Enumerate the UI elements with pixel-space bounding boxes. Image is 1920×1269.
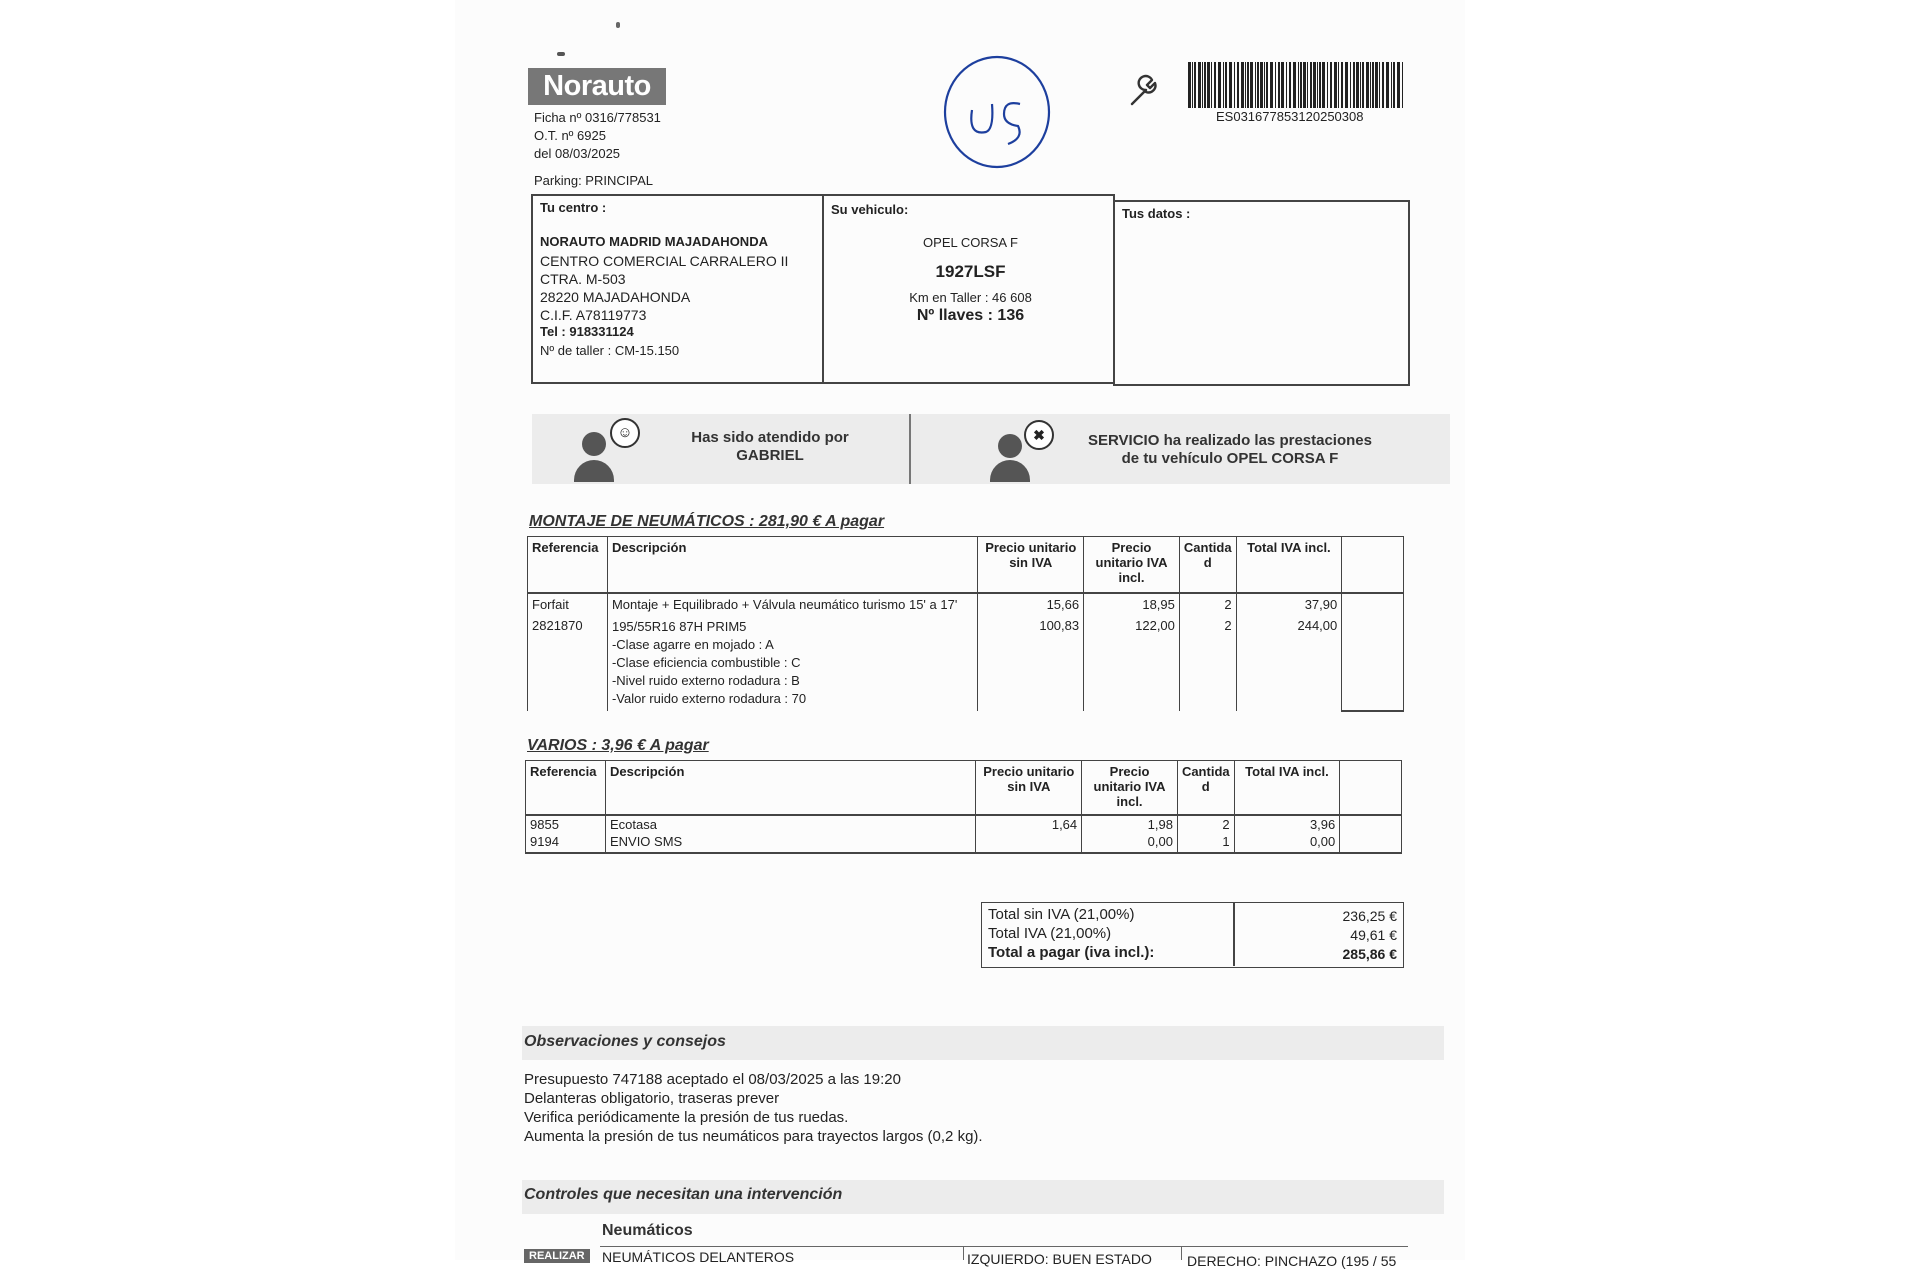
- centro-tel: Tel : 918331124: [540, 324, 634, 339]
- datos-box: [1113, 200, 1410, 386]
- cell-blank: [1340, 833, 1402, 853]
- advisor-icon: ☺: [570, 418, 650, 482]
- cell-desc-block: [607, 615, 977, 711]
- cell-con: 122,00: [1084, 615, 1180, 711]
- cell-blank: [1342, 593, 1404, 615]
- total-pagar-label: Total a pagar (iva incl.):: [988, 944, 1155, 961]
- barcode-bar: [1194, 62, 1196, 108]
- cell-ref: 9855: [526, 815, 606, 833]
- barcode-bar: [1245, 62, 1246, 108]
- barcode-bar: [1353, 62, 1355, 108]
- barcode-number: ES0316778531202503​08: [1216, 109, 1364, 124]
- cell-ref: 2821870: [528, 615, 608, 711]
- centro-taller: Nº de taller : CM-15.150: [540, 343, 680, 358]
- wrench-icon: [1126, 74, 1160, 108]
- centro-line3: 28220 MAJADAHONDA: [540, 289, 691, 305]
- barcode-bar: [1338, 62, 1339, 108]
- total-pagar: 285,86 €: [1342, 946, 1397, 962]
- barcode-bar: [1372, 62, 1374, 108]
- barcode-bar: [1327, 62, 1328, 108]
- barcode-bar: [1289, 62, 1291, 108]
- barcode-bar: [1391, 62, 1392, 108]
- cell-cant: 2: [1179, 593, 1236, 615]
- banner-divider: [909, 414, 911, 484]
- cell-con: 1,98: [1082, 815, 1178, 833]
- barcode-bar: [1298, 62, 1299, 108]
- cell-cant: 2: [1177, 815, 1234, 833]
- barcode-bar: [1229, 62, 1232, 108]
- barcode-bar: [1366, 62, 1369, 108]
- controles-col-divider-2: [1181, 1246, 1182, 1260]
- detail-line: -Clase eficiencia combustible : C: [611, 654, 801, 670]
- col-precio-sin: Precio unitario sin IVA: [976, 761, 1082, 815]
- cell-sin: 100,83: [978, 615, 1084, 711]
- col-precio-sin: Precio unitario sin IVA: [978, 537, 1084, 593]
- barcode-bar: [1198, 62, 1201, 108]
- barcode-bar: [1247, 62, 1249, 108]
- observacion-line: Aumenta la presión de tus neumáticos para trayectos largos (0,2 kg).: [524, 1128, 983, 1145]
- barcode-bar: [1397, 62, 1400, 108]
- centro-line1: CENTRO COMERCIAL CARRALERO II: [540, 253, 789, 269]
- detail-line: -Valor ruido externo rodadura : 70: [611, 690, 807, 706]
- barcode-bar: [1225, 62, 1227, 108]
- barcode-bar: [1370, 62, 1371, 108]
- controles-col-divider: [963, 1246, 964, 1260]
- cell-ref: 9194: [526, 833, 606, 853]
- barcode-bar: [1207, 62, 1210, 108]
- vehiculo-plate: 1927LSF: [935, 262, 1006, 281]
- barcode-bar: [1322, 62, 1325, 108]
- barcode-bar: [1303, 62, 1306, 108]
- barcode-bar: [1330, 62, 1332, 108]
- cell-cant: 2: [1179, 615, 1236, 711]
- controles-item: NEUMÁTICOS DELANTEROS: [602, 1249, 795, 1265]
- cell-con: 0,00: [1082, 833, 1178, 853]
- atendido-name: GABRIEL: [736, 447, 804, 464]
- centro-line2: CTRA. M-503: [540, 271, 626, 287]
- col-precio-con: Precio unitario IVA incl.: [1084, 537, 1180, 593]
- barcode-bar: [1362, 62, 1364, 108]
- mechanic-icon: ✖: [986, 418, 1066, 482]
- cell-total: 244,00: [1236, 615, 1342, 711]
- vehiculo-km: Km en Taller : 46 608: [909, 290, 1032, 305]
- scribble-mark: [557, 52, 565, 56]
- datos-title: Tus datos :: [1122, 206, 1191, 221]
- barcode-bar: [1319, 62, 1321, 108]
- vehiculo-box: [822, 194, 1115, 384]
- barcode-bar: [1188, 62, 1191, 108]
- observacion-line: Presupuesto 747188 aceptado el 08/03/2025 a las 19:20: [524, 1071, 901, 1088]
- ficha-number: Ficha nº 0316/778531: [534, 110, 661, 125]
- barcode-bar: [1237, 62, 1239, 108]
- barcode-bar: [1293, 62, 1296, 108]
- col-referencia: Referencia: [526, 761, 606, 815]
- barcode-bar: [1313, 62, 1316, 108]
- montaje-title: MONTAJE DE NEUMÁTICOS : 281,90 € A pagar: [529, 513, 885, 530]
- barcode-bar: [1192, 62, 1193, 108]
- barcode-bar: [1286, 62, 1287, 108]
- table-row: [528, 593, 1404, 615]
- barcode-bar: [1375, 62, 1378, 108]
- barcode-bar: [1255, 62, 1256, 108]
- centro-name: NORAUTO MADRID MAJADAHONDA: [540, 234, 768, 249]
- cell-con: 18,95: [1084, 593, 1180, 615]
- cell-blank: [1340, 815, 1402, 833]
- controles-derecho: DERECHO: PINCHAZO (195 / 55: [1187, 1253, 1397, 1269]
- barcode-bar: [1202, 62, 1203, 108]
- barcode-bar: [1379, 62, 1380, 108]
- controles-rule: [600, 1246, 1408, 1247]
- barcode-bar: [1382, 62, 1384, 108]
- norauto-logo: Norauto: [528, 68, 666, 105]
- barcode-bar: [1266, 62, 1268, 108]
- cell-total: 0,00: [1234, 833, 1340, 853]
- barcode: [1188, 62, 1406, 108]
- col-referencia: Referencia: [528, 537, 608, 593]
- servicio-line2: de tu vehículo OPEL CORSA F: [1121, 450, 1339, 467]
- controles-izquierdo: IZQUIERDO: BUEN ESTADO: [967, 1251, 1152, 1267]
- barcode-bar: [1341, 62, 1343, 108]
- varios-table: [525, 760, 1402, 854]
- col-descripcion: Descripción: [605, 761, 975, 815]
- vehiculo-title: Su vehiculo:: [831, 202, 909, 217]
- totals-box: [981, 902, 1404, 968]
- barcode-bar: [1386, 62, 1389, 108]
- cell-desc: 195/55R16 87H PRIM5: [611, 618, 747, 634]
- observacion-line: Delanteras obligatorio, traseras prever: [524, 1090, 780, 1107]
- barcode-bar: [1250, 62, 1253, 108]
- cell-desc: Montaje + Equilibrado + Válvula neumático turismo 15' a 17': [607, 593, 977, 615]
- col-blank: [1342, 537, 1404, 593]
- barcode-bar: [1345, 62, 1348, 108]
- barcode-bar: [1204, 62, 1206, 108]
- barcode-bar: [1278, 62, 1280, 108]
- col-total: Total IVA incl.: [1234, 761, 1340, 815]
- col-precio-con: Precio unitario IVA incl.: [1082, 761, 1178, 815]
- total-sin-iva: 236,25 €: [1342, 908, 1397, 924]
- barcode-bar: [1393, 62, 1395, 108]
- centro-cif: C.I.F. A78119773: [540, 307, 647, 323]
- ot-number: O.T. nº 6925: [534, 128, 606, 143]
- cell-sin: [976, 833, 1082, 853]
- cell-blank: [1342, 615, 1404, 711]
- barcode-bar: [1356, 62, 1359, 108]
- total-sin-iva-label: Total sin IVA (21,00%): [988, 906, 1135, 923]
- barcode-bar: [1260, 62, 1263, 108]
- cell-total: 37,90: [1236, 593, 1342, 615]
- centro-title: Tu centro :: [540, 200, 607, 215]
- col-blank: [1340, 761, 1402, 815]
- barcode-bar: [1360, 62, 1361, 108]
- cell-cant: 1: [1177, 833, 1234, 853]
- cell-desc: ENVIO SMS: [605, 833, 975, 853]
- col-descripcion: Descripción: [607, 537, 977, 593]
- barcode-bar: [1281, 62, 1284, 108]
- total-iva: 49,61 €: [1350, 927, 1397, 943]
- dot-mark: [616, 22, 620, 28]
- barcode-bar: [1310, 62, 1312, 108]
- detail-line: -Nivel ruido externo rodadura : B: [611, 672, 800, 688]
- observacion-line: Verifica periódicamente la presión de tus ruedas.: [524, 1109, 849, 1126]
- realizar-badge: REALIZAR: [524, 1249, 590, 1263]
- col-cantidad: Cantida d: [1177, 761, 1234, 815]
- controles-title: Controles que necesitan una intervención: [524, 1186, 843, 1203]
- barcode-bar: [1257, 62, 1259, 108]
- totals-divider: [1233, 903, 1235, 966]
- barcode-bar: [1402, 62, 1403, 108]
- col-total: Total IVA incl.: [1236, 537, 1342, 593]
- detail-line: -Clase agarre en mojado : A: [611, 636, 774, 652]
- barcode-bar: [1300, 62, 1302, 108]
- varios-title: VARIOS : 3,96 € A pagar: [527, 737, 709, 754]
- barcode-bar: [1211, 62, 1212, 108]
- vehiculo-model: OPEL CORSA F: [923, 235, 1018, 250]
- controles-subtitle: Neumáticos: [602, 1222, 693, 1239]
- vehiculo-llaves: Nº llaves : 136: [916, 307, 1025, 324]
- barcode-bar: [1350, 62, 1351, 108]
- cell-desc: Ecotasa: [605, 815, 975, 833]
- observaciones-title: Observaciones y consejos: [524, 1033, 726, 1050]
- handwritten-stamp: [942, 52, 1052, 170]
- order-date: del 08/03/2025: [534, 146, 621, 161]
- barcode-bar: [1275, 62, 1276, 108]
- atendido-line1: Has sido atendido por: [691, 429, 849, 446]
- barcode-bar: [1334, 62, 1337, 108]
- cell-sin: 1,64: [976, 815, 1082, 833]
- parking: Parking: PRINCIPAL: [534, 173, 653, 188]
- barcode-bar: [1307, 62, 1308, 108]
- total-iva-label: Total IVA (21,00%): [988, 925, 1112, 942]
- barcode-bar: [1214, 62, 1216, 108]
- observaciones-text: [524, 1070, 983, 1146]
- table-row: [526, 833, 1402, 853]
- barcode-bar: [1270, 62, 1273, 108]
- barcode-bar: [1223, 62, 1224, 108]
- barcode-bar: [1234, 62, 1235, 108]
- col-cantidad: Cantida d: [1179, 537, 1236, 593]
- montaje-table: [527, 536, 1404, 712]
- table-row: [528, 615, 1404, 711]
- cell-sin: 15,66: [978, 593, 1084, 615]
- barcode-bar: [1218, 62, 1221, 108]
- barcode-bar: [1241, 62, 1244, 108]
- servicio-line1: SERVICIO ha realizado las prestaciones: [1087, 432, 1372, 449]
- cell-ref: Forfait: [528, 593, 608, 615]
- barcode-bar: [1317, 62, 1318, 108]
- cell-total: 3,96: [1234, 815, 1340, 833]
- table-row: [526, 815, 1402, 833]
- centro-box: [531, 194, 824, 384]
- barcode-bar: [1264, 62, 1265, 108]
